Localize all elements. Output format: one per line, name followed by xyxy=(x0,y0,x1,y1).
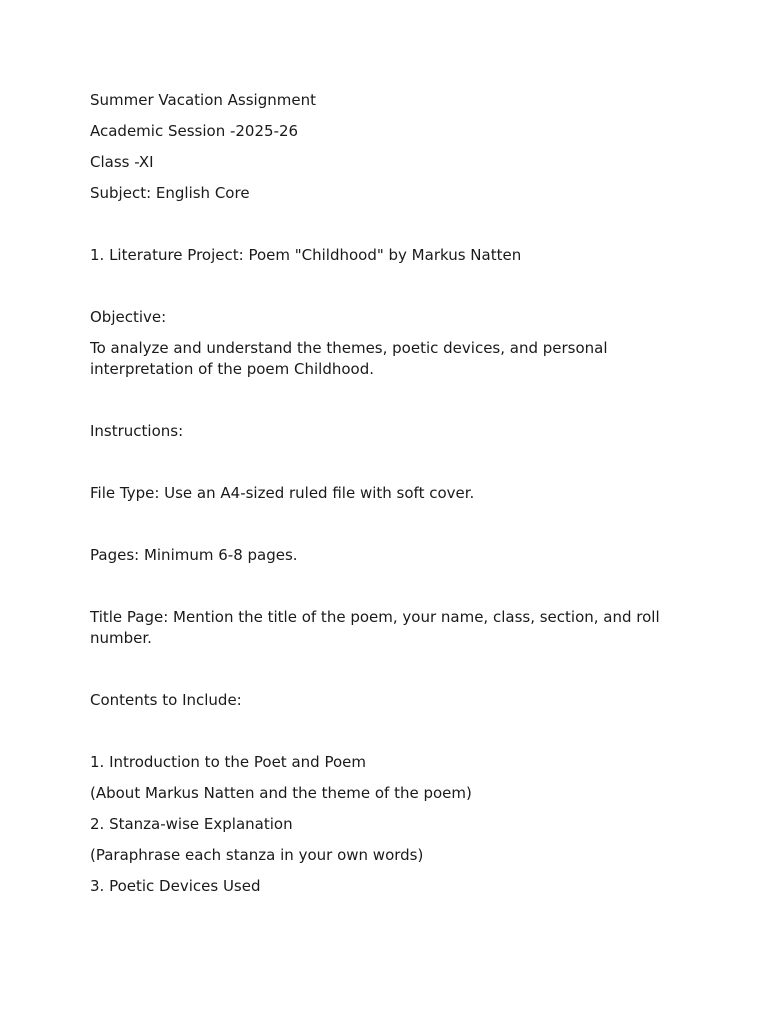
pages-instruction: Pages: Minimum 6-8 pages. xyxy=(90,546,298,564)
project-heading: 1. Literature Project: Poem "Childhood" by Markus Natten xyxy=(90,246,522,264)
file-type-instruction: File Type: Use an A4-sized ruled file with soft cover. xyxy=(90,484,475,502)
class-label: Class -XI xyxy=(90,153,154,171)
assignment-title: Summer Vacation Assignment xyxy=(90,91,316,109)
contents-item-1: 1. Introduction to the Poet and Poem xyxy=(90,753,366,771)
objective-text: To analyze and understand the themes, poetic devices, and personal interpretation of the poem Childhood. xyxy=(90,339,608,378)
instructions-label: Instructions: xyxy=(90,422,184,440)
contents-item-3: 3. Poetic Devices Used xyxy=(90,877,261,895)
contents-note-1: (About Markus Natten and the theme of the poem) xyxy=(90,784,472,802)
document-page xyxy=(90,90,680,897)
contents-note-2: (Paraphrase each stanza in your own words) xyxy=(90,846,424,864)
objective-label: Objective: xyxy=(90,308,167,326)
contents-item-2: 2. Stanza-wise Explanation xyxy=(90,815,293,833)
subject-label: Subject: English Core xyxy=(90,184,250,202)
contents-label: Contents to Include: xyxy=(90,691,242,709)
academic-session: Academic Session -2025-26 xyxy=(90,122,299,140)
title-page-instruction: Title Page: Mention the title of the poem, your name, class, section, and roll number. xyxy=(90,608,660,647)
